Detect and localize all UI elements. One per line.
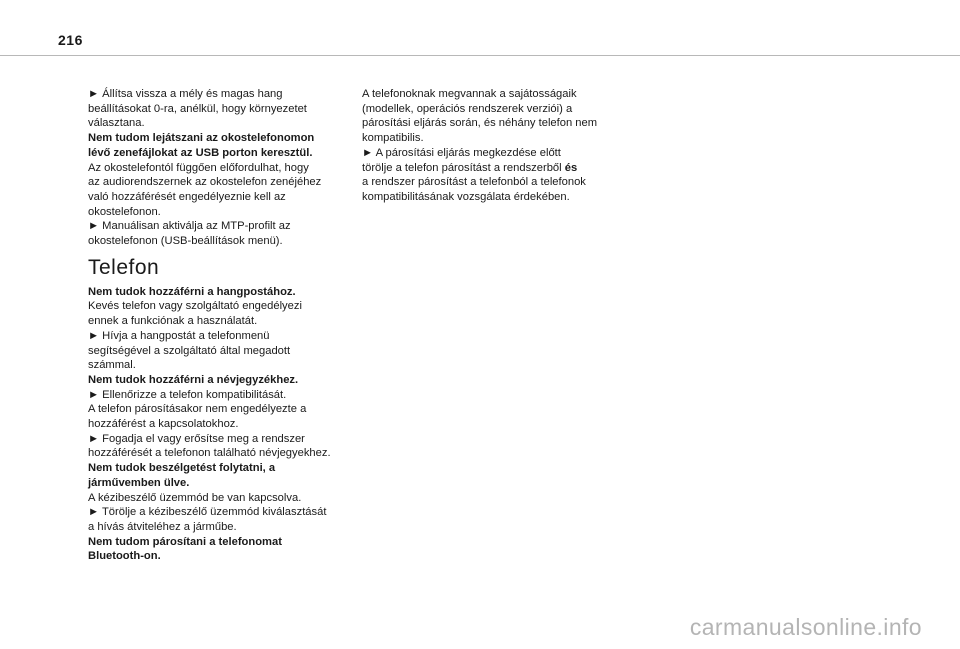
question-heading: Nem tudok hozzáférni a névjegyzékhez.: [88, 373, 299, 386]
text-line: (modellek, operációs rendszerek verziói) a: [362, 102, 573, 115]
text-line: párosítási eljárás során, és néhány telefon nem: [362, 117, 598, 130]
text-line: okostelefonon (USB-beállítások menü).: [88, 235, 283, 248]
text-line: számmal.: [88, 359, 136, 372]
text-line: a hívás átviteléhez a járműbe.: [88, 520, 237, 533]
text-line: okostelefonon.: [88, 205, 161, 218]
text-line: segítségével a szolgáltató által megadott: [88, 344, 291, 357]
text-line: ► Manuálisan aktiválja az MTP-profilt az: [88, 220, 291, 233]
text-line: Az okostelefontól függően előfordulhat, hogy: [88, 161, 309, 174]
question-heading: Nem tudok hozzáférni a hangpostához.: [88, 285, 296, 298]
text-line: A telefonoknak megvannak a sajátosságaik: [362, 88, 577, 100]
text-fragment: törölje a telefon párosítást a rendszerből: [362, 161, 565, 174]
text-line: ► Hívja a hangpostát a telefonmenü: [88, 329, 270, 342]
watermark: carmanualsonline.info: [689, 614, 922, 640]
text-line: ► A párosítási eljárás megkezdése előtt: [362, 146, 561, 159]
text-line: A telefon párosításakor nem engedélyezte a: [88, 403, 307, 416]
emphasis-word: és: [564, 161, 578, 174]
text-line: ennek a funkciónak a használatát.: [88, 315, 258, 328]
text-line: ► Ellenőrizze a telefon kompatibilitását.: [88, 388, 287, 401]
text-line: [362, 161, 624, 176]
right-column: [362, 87, 624, 205]
question-heading: Bluetooth-on.: [88, 550, 161, 563]
text-line: ► Fogadja el vagy erősítse meg a rendszer: [88, 432, 305, 445]
text-line: ► Állítsa vissza a mély és magas hang: [88, 88, 283, 100]
text-line: a rendszer párosítást a telefonból a telefonok: [362, 176, 586, 189]
question-heading: lévő zenefájlokat az USB porton keresztül.: [88, 146, 313, 159]
text-line: Kevés telefon vagy szolgáltató engedélyezi: [88, 300, 302, 313]
question-heading: Nem tudom lejátszani az okostelefonomon: [88, 132, 315, 145]
left-column: [88, 87, 356, 564]
question-heading: Nem tudom párosítani a telefonomat: [88, 535, 282, 548]
text-line: az audiorendszernek az okostelefon zenéjéhez: [88, 176, 322, 189]
text-line: választana.: [88, 117, 145, 130]
text-line: való hozzáférését engedélyeznie kell az: [88, 190, 286, 203]
section-title: Telefon: [88, 255, 160, 279]
text-line: A kézibeszélő üzemmód be van kapcsolva.: [88, 491, 302, 504]
question-heading: járművemben ülve.: [88, 476, 190, 489]
text-line: kompatibilitásának vozsgálata érdekében.: [362, 190, 570, 203]
text-line: hozzáférést a kapcsolatokhoz.: [88, 418, 239, 431]
header-divider: [0, 55, 960, 56]
page-number: 216: [58, 32, 83, 48]
question-heading: Nem tudok beszélgetést folytatni, a: [88, 462, 276, 475]
text-line: beállításokat 0-ra, anélkül, hogy környezetet: [88, 102, 307, 115]
text-line: kompatibilis.: [362, 132, 424, 145]
text-line: ► Törölje a kézibeszélő üzemmód kiválasztását: [88, 506, 327, 519]
text-line: hozzáférését a telefonon található névjegyekhez.: [88, 447, 331, 460]
